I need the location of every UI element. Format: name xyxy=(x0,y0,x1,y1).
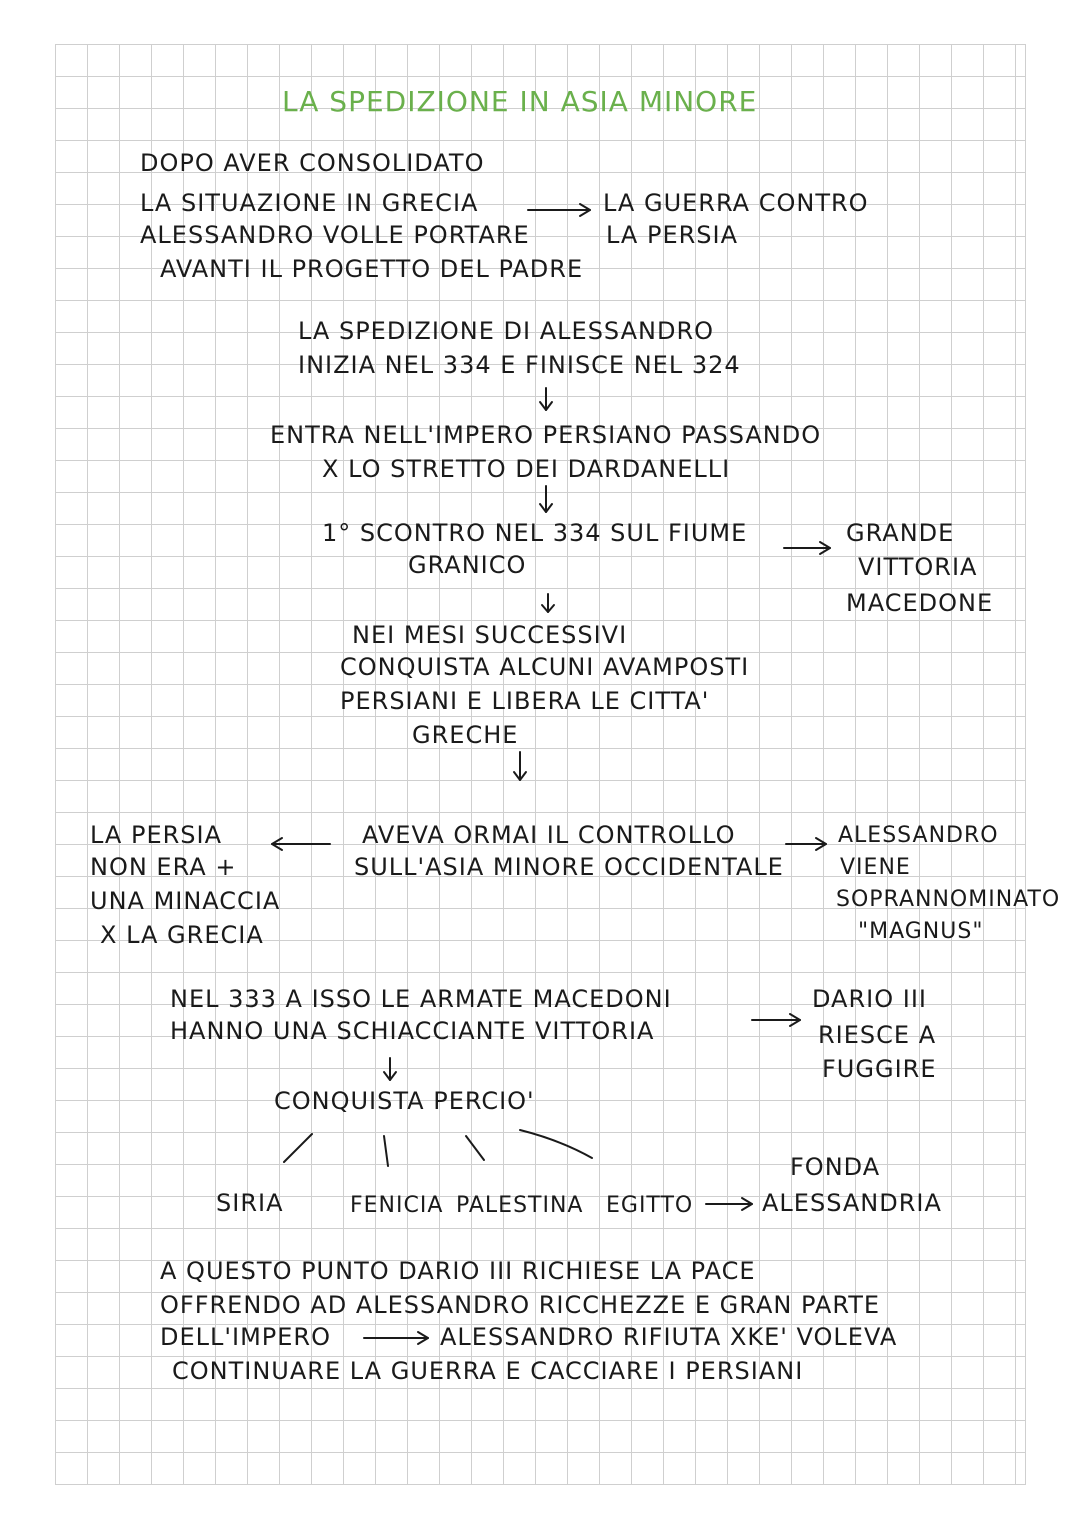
conquista-label: CONQUISTA PERCIO' xyxy=(274,1087,535,1115)
scontro-result-2: VITTORIA xyxy=(858,553,978,581)
arrow-down-scontro xyxy=(542,594,554,612)
arrow-scontro-right xyxy=(784,542,830,554)
arrow-down-spedizione xyxy=(540,388,552,410)
isso-right-3: FUGGIRE xyxy=(822,1055,937,1083)
arrow-isso-right xyxy=(752,1014,800,1026)
place-palestina: PALESTINA xyxy=(456,1193,584,1218)
scontro-line-2: GRANICO xyxy=(408,551,527,579)
branch-lines xyxy=(284,1130,592,1166)
fonda-line-2: ALESSANDRIA xyxy=(762,1189,942,1217)
controllo-line-2: SULL'ASIA MINORE OCCIDENTALE xyxy=(354,853,784,881)
place-fenicia: FENICIA xyxy=(350,1193,444,1218)
isso-right-1: DARIO III xyxy=(812,985,927,1013)
mesi-line-2: CONQUISTA ALCUNI AVAMPOSTI xyxy=(340,653,750,681)
controllo-left-1: LA PERSIA xyxy=(90,821,223,849)
arrow-intro-right xyxy=(528,204,590,216)
arrow-down-mesi xyxy=(514,752,526,780)
finale-line-4: ALESSANDRO RIFIUTA XKE' VOLEVA xyxy=(440,1323,898,1351)
isso-line-1: NEL 333 A ISSO LE ARMATE MACEDONI xyxy=(170,985,672,1013)
finale-line-2: OFFRENDO AD ALESSANDRO RICCHEZZE E GRAN PARTE xyxy=(160,1291,881,1319)
scontro-result-1: GRANDE xyxy=(846,519,955,547)
spedizione-line-1: LA SPEDIZIONE DI ALESSANDRO xyxy=(298,317,715,345)
arrow-down-isso xyxy=(384,1058,396,1080)
finale-line-5: CONTINUARE LA GUERRA E CACCIARE I PERSIANI xyxy=(172,1357,804,1385)
controllo-line-1: AVEVA ORMAI IL CONTROLLO xyxy=(362,821,736,849)
entra-line-2: X LO STRETTO DEI DARDANELLI xyxy=(322,455,731,483)
fonda-line-1: FONDA xyxy=(790,1153,881,1181)
page-title: LA SPEDIZIONE IN ASIA MINORE xyxy=(282,85,758,118)
controllo-right-1: ALESSANDRO xyxy=(838,823,999,848)
mesi-line-3: PERSIANI E LIBERA LE CITTA' xyxy=(340,687,710,715)
controllo-right-3: SOPRANNOMINATO xyxy=(836,887,1061,912)
arrow-down-entra xyxy=(540,486,552,512)
controllo-left-4: X LA GRECIA xyxy=(100,921,264,949)
mesi-line-1: NEI MESI SUCCESSIVI xyxy=(352,621,628,649)
finale-line-1: A QUESTO PUNTO DARIO III RICHIESE LA PACE xyxy=(160,1257,756,1285)
controllo-right-4: "MAGNUS" xyxy=(858,919,984,944)
arrow-controllo-right xyxy=(786,838,826,850)
isso-right-2: RIESCE A xyxy=(818,1021,937,1049)
intro-result-2: LA PERSIA xyxy=(606,221,739,249)
intro-line-2: LA SITUAZIONE IN GRECIA xyxy=(140,189,479,217)
entra-line-1: ENTRA NELL'IMPERO PERSIANO PASSANDO xyxy=(270,421,822,449)
controllo-right-2: VIENE xyxy=(840,855,911,880)
isso-line-2: HANNO UNA SCHIACCIANTE VITTORIA xyxy=(170,1017,655,1045)
arrow-egitto-right xyxy=(706,1198,752,1210)
scontro-result-3: MACEDONE xyxy=(846,589,994,617)
spedizione-line-2: INIZIA NEL 334 E FINISCE NEL 324 xyxy=(298,351,741,379)
mesi-line-4: GRECHE xyxy=(412,721,519,749)
finale-line-3: DELL'IMPERO xyxy=(160,1323,331,1351)
arrow-finale-right xyxy=(364,1332,428,1344)
place-egitto: EGITTO xyxy=(606,1193,694,1218)
intro-line-3: ALESSANDRO VOLLE PORTARE xyxy=(140,221,530,249)
controllo-left-2: NON ERA + xyxy=(90,853,237,881)
scontro-line-1: 1° SCONTRO NEL 334 SUL FIUME xyxy=(322,519,748,547)
intro-line-1: DOPO AVER CONSOLIDATO xyxy=(140,149,485,177)
intro-result-1: LA GUERRA CONTRO xyxy=(603,189,869,217)
place-siria: SIRIA xyxy=(216,1189,284,1217)
intro-line-4: AVANTI IL PROGETTO DEL PADRE xyxy=(160,255,584,283)
arrow-controllo-left xyxy=(272,838,330,850)
controllo-left-3: UNA MINACCIA xyxy=(90,887,281,915)
